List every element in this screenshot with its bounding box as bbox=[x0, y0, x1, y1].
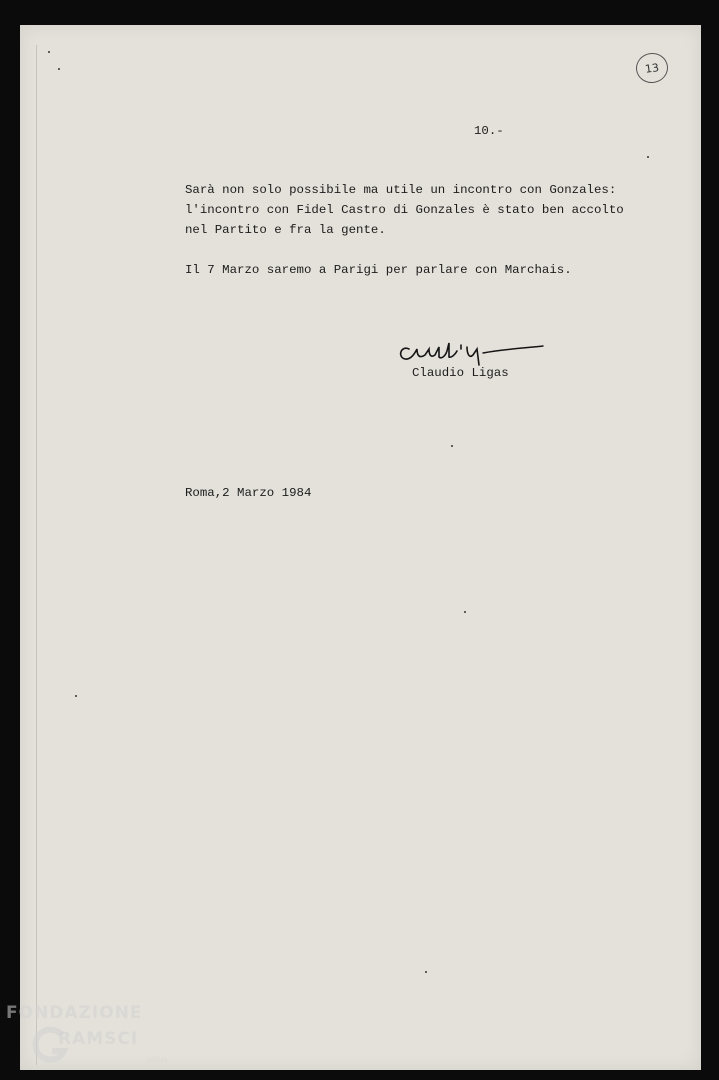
watermark-line-3: onlus bbox=[146, 1055, 168, 1064]
document-page bbox=[20, 25, 701, 1070]
paper-speck bbox=[425, 971, 427, 973]
paper-speck bbox=[464, 611, 466, 613]
page-number: 10.- bbox=[474, 124, 504, 138]
paper-speck bbox=[58, 68, 60, 70]
paper-speck bbox=[647, 156, 649, 158]
paper-speck bbox=[451, 445, 453, 447]
watermark-line-1: FONDAZIONE bbox=[6, 1003, 143, 1023]
place-and-date: Roma,2 Marzo 1984 bbox=[185, 486, 312, 500]
archive-page-number: 13 bbox=[644, 60, 660, 76]
fondazione-gramsci-watermark bbox=[6, 1003, 181, 1073]
watermark-line-2: RAMSCI bbox=[58, 1029, 139, 1049]
page-fold-line bbox=[36, 45, 37, 1065]
paragraph-1: Sarà non solo possibile ma utile un incontro con Gonzales: l'incontro con Fidel Castro di Gonzales è stato ben accolto nel Partito e fra la gente. bbox=[185, 183, 624, 237]
paper-speck bbox=[75, 695, 77, 697]
archive-page-stamp bbox=[634, 51, 670, 85]
paragraph-2: Il 7 Marzo saremo a Parigi per parlare con Marchais. bbox=[185, 263, 572, 277]
paper-speck bbox=[48, 51, 50, 53]
signer-name: Claudio Ligas bbox=[412, 366, 509, 380]
